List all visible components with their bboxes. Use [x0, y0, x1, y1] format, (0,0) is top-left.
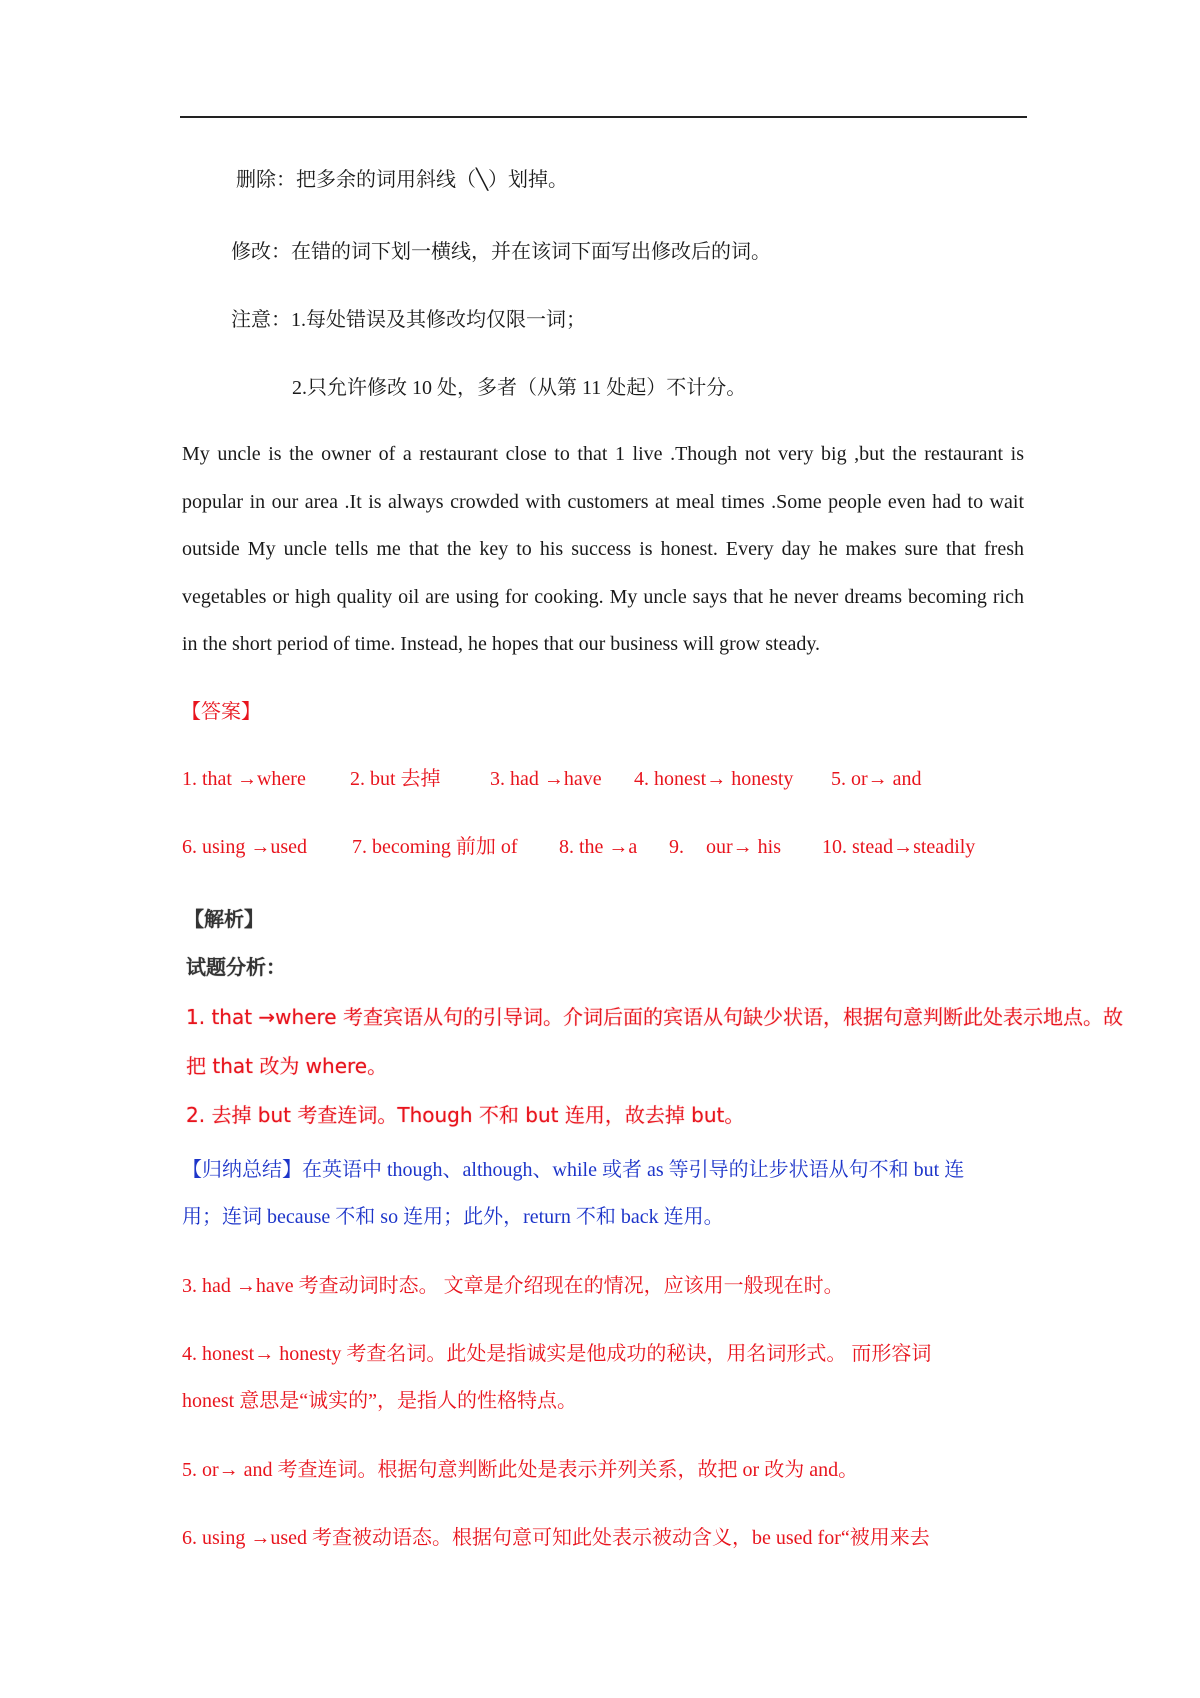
summary-line-1 [182, 1156, 964, 1184]
answer-1: 1. that →where [182, 768, 306, 790]
answer-2: 2. but 去掉 [350, 768, 441, 790]
instruction-note-2: 2.只允许修改 10 处，多者（从第 11 处起）不计分。 [292, 377, 747, 399]
analysis-subheading: 试题分析： [186, 955, 286, 979]
answer-10: 10. stead→steadily [822, 836, 976, 858]
answer-9-label: 9. [669, 836, 684, 858]
analysis-1-line-2: 把 that 改为 where。 [186, 1054, 388, 1078]
summary-text-1: 在英语中 though、although、while 或者 as 等引导的让步状语从句不和 but 连 [302, 1159, 965, 1181]
answer-3: 3. had →have [490, 768, 602, 790]
summary-line-2: 用；连词 because 不和 so 连用；此外，return 不和 back 连用。 [182, 1206, 724, 1228]
summary-label: 【归纳总结】 [182, 1159, 302, 1181]
header-rule [180, 116, 1027, 118]
analysis-2: 2. 去掉 but 考查连词。Though 不和 but 连用，故去掉 but。 [186, 1103, 745, 1127]
answer-6: 6. using →used [182, 836, 307, 858]
answer-5: 5. or→ and [831, 768, 922, 790]
analysis-4-line-1: 4. honest→ honesty 考查名词。此处是指诚实是他成功的秘诀，用名词形式。 而形容词 [182, 1343, 932, 1365]
instruction-delete: 删除：把多余的词用斜线（╲）划掉。 [236, 169, 569, 191]
answer-8: 8. the →a [559, 836, 638, 858]
answer-4: 4. honest→ honesty [634, 768, 794, 790]
instruction-note-1: 注意：1.每处错误及其修改均仅限一词； [231, 309, 586, 331]
analysis-5: 5. or→ and 考查连词。根据句意判断此处是表示并列关系，故把 or 改为 and。 [182, 1459, 859, 1481]
analysis-3: 3. had →have 考查动词时态。 文章是介绍现在的情况，应该用一般现在时。 [182, 1275, 844, 1297]
analysis-heading: 【解析】 [184, 907, 264, 931]
answer-9: our→ his [706, 836, 781, 858]
answer-7: 7. becoming 前加 of [352, 836, 518, 858]
instruction-modify: 修改：在错的词下划一横线，并在该词下面写出修改后的词。 [231, 241, 771, 263]
analysis-6: 6. using →used 考查被动语态。根据句意可知此处表示被动含义，be used for“被用来去 [182, 1527, 930, 1549]
passage-text: My uncle is the owner of a restaurant close to that 1 live .Though not very big ,but the restaurant is popular in our area .It is always crowded with customers at meal times .Some people even had to wait outside My uncle tells me that the key to his success is honest. Every day he makes sure that fresh vegetables or high quality oil are using for cooking. My uncle says that he never dreams becoming rich in the short period of time. Instead, he hopes that our business will grow steady. [182, 443, 1024, 655]
answer-heading: 【答案】 [181, 701, 261, 723]
analysis-1-line-1: 1. that →where 考查宾语从句的引导词。介词后面的宾语从句缺少状语，根据句意判断此处表示地点。故 [186, 1005, 1123, 1029]
analysis-4-line-2: honest 意思是“诚实的”，是指人的性格特点。 [182, 1390, 577, 1412]
